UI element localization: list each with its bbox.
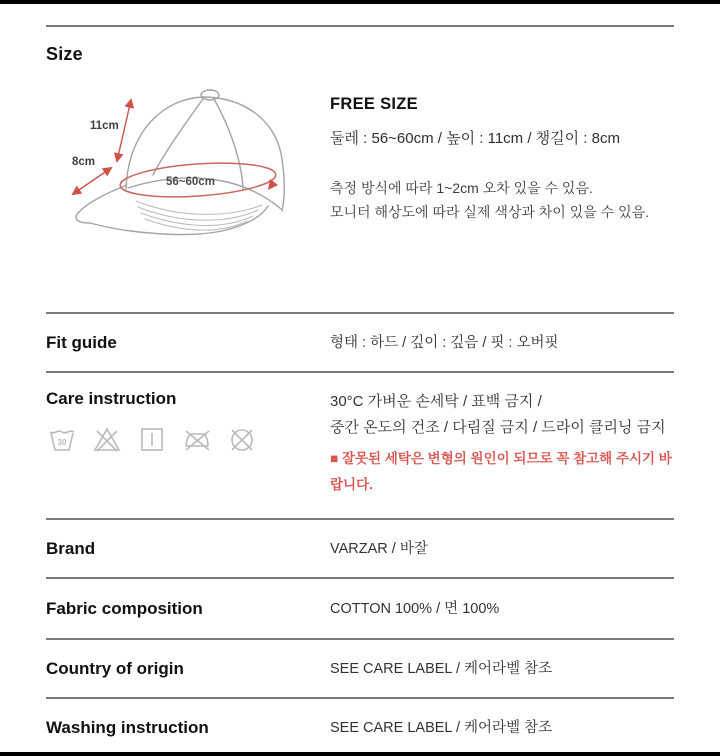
washing-instruction-label: Washing instruction <box>46 717 209 737</box>
fabric-composition-value: COTTON 100% / 면 100% <box>330 600 500 617</box>
cap-measurement-diagram <box>46 67 330 256</box>
care-instruction-label-block <box>46 389 330 455</box>
laundry-symbols <box>46 423 330 455</box>
brand-row <box>46 518 674 577</box>
spec-table <box>46 312 674 756</box>
no-dry-clean-icon <box>226 423 258 455</box>
dimensions-text: 둘레 : 56~60cm / 높이 : 11cm / 챙길이 : 8cm <box>330 130 620 147</box>
brand-value: VARZAR / 바잘 <box>330 540 428 557</box>
country-of-origin-value: SEE CARE LABEL / 케어라벨 참조 <box>330 660 553 677</box>
circumference-label: 56~60cm <box>166 176 215 188</box>
washing-instruction-row <box>46 697 674 756</box>
country-of-origin-label: Country of origin <box>46 658 184 678</box>
height-measure-label: 11cm <box>90 120 119 132</box>
size-note-line: 모니터 해상도에 따라 실제 색상과 차이 있을 수 있음. <box>330 204 650 220</box>
free-size-title: FREE SIZE <box>330 95 418 113</box>
brim-measure-label: 8cm <box>72 156 96 168</box>
care-warning-note: ■ 잘못된 세탁은 변형의 원인이 되므로 꼭 참고해 주시기 바랍니다. <box>330 451 672 492</box>
size-info-column <box>330 67 674 256</box>
cap-outline <box>76 90 284 234</box>
care-instruction-row <box>46 371 674 518</box>
hand-wash-30-icon <box>46 423 78 455</box>
brand-label: Brand <box>46 538 96 558</box>
size-note-line: 측정 방식에 따라 1~2cm 오차 있을 수 있음. <box>330 180 593 196</box>
fit-guide-value: 형태 : 하드 / 깊이 : 깊음 / 핏 : 오버핏 <box>330 334 559 351</box>
care-line-1: 30°C 가벼운 손세탁 / 표백 금지 / <box>330 393 542 410</box>
fit-guide-label: Fit guide <box>46 332 117 352</box>
care-instruction-values <box>330 389 674 498</box>
washing-instruction-value: SEE CARE LABEL / 케어라벨 참조 <box>330 719 553 736</box>
no-bleach-icon <box>91 423 123 455</box>
svg-text:30: 30 <box>57 438 67 447</box>
top-black-bar <box>0 0 720 4</box>
care-line-2: 중간 온도의 건조 / 다림질 금지 / 드라이 클리닝 금지 <box>330 419 666 436</box>
size-notes <box>330 176 674 224</box>
bottom-black-bar <box>0 752 720 756</box>
product-info-panel <box>0 25 720 756</box>
size-section-title: Size <box>46 44 83 64</box>
measure-arrows <box>73 100 131 194</box>
no-iron-icon <box>181 423 213 455</box>
care-instruction-label: Care instruction <box>46 389 177 408</box>
size-section <box>46 67 674 256</box>
country-of-origin-row <box>46 638 674 697</box>
drip-dry-icon <box>136 423 168 455</box>
fit-guide-row <box>46 312 674 371</box>
fabric-composition-row <box>46 577 674 638</box>
cap-diagram-illustration <box>46 69 330 251</box>
divider <box>46 25 674 27</box>
fabric-composition-label: Fabric composition <box>46 598 203 618</box>
